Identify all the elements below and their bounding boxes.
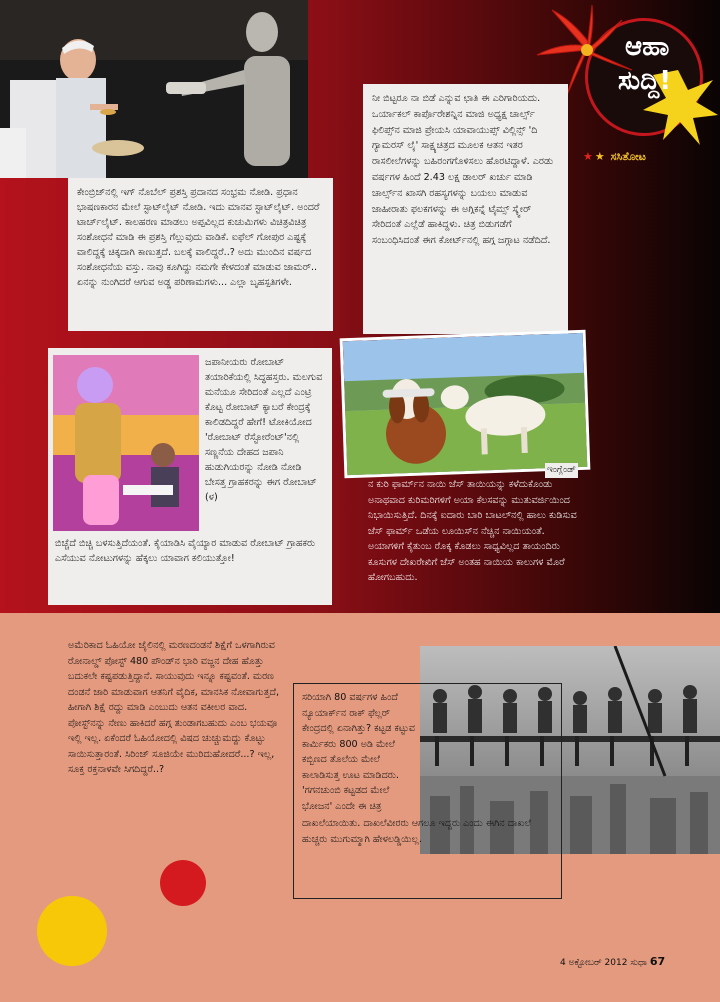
star-icon: ★ xyxy=(594,150,605,163)
ig-nobel-text-box xyxy=(68,178,333,331)
robot-text-continued: ಬಿಚ್ಚೆದೆ ಬಿಚ್ಚಿ ಬಳಸುತ್ತಿದೆಯಂತೆ. ಕೈಯಾಡಿಸಿ ವೈಯ್ಯಾರ ಮಾಡುವ ರೋಬಾಟ್ ಗ್ರಾಹಕರು ಎಸೆಯುವ ನೋಟುಗಳನ್ನು ಹೆಕ್ಕಲು ಯಾವಾಗ ಕಲಿಯುತ್ತೋ! xyxy=(55,538,316,564)
dog-text: ನ ಕುರಿ ಫಾರ್ಮ್‌ನ ನಾಯಿ ಜೆಸ್ ತಾಯಿಯನ್ನು ಕಳೆದುಕೊಂಡು ಅನಾಥವಾದ ಕುರಿಮರಿಗಳಿಗೆ ಅಯಾ ಕೆಲಸವನ್ನು ಮುತುವರ್ಜಿಯಿಂದ ನಿಭಾಯಿಸುತ್ತಿದೆ. ದಿನಕ್ಕೆ ಐದಾರು ಬಾರಿ ಬಾಟಲ್‌ನಲ್ಲಿ ಹಾಲು ಕುಡಿಸುವ ಜೆಸ್ ಫಾರ್ಮ್ ಒಡೆಯ ಲೂಯಿಸ್‌ನ ನೆಚ್ಚಿನ ನಾಯಿಯಂತೆ. ಅಯಾಗಳಿಗೆ ಕೈತುಂಬ ರೊಕ್ಕ ಕೊಡಲು ಸಾಧ್ಯವಿಲ್ಲದ ತಾಯಂದಿರು ಕೂಸುಗಳ ದೇಖರೇಖಿಗೆ ಜೆಸ್ ಅಂತಹ ನಾಯಿಯ ಕಾಲುಗಳ ಮೊರೆ ಹೋಗಬಹುದು. xyxy=(368,479,577,583)
star-icon: ★ xyxy=(583,150,593,163)
dog-feeding-lamb-photo xyxy=(340,330,591,479)
skyscraper-text-continued: ದಾಖಲೆಯಾಯಿತು. ದಾಖಲೆವೀರರು ಆಗಲೂ ಇದ್ದರು ಎಂದು ಈಗಿನ ದಾಖಲೆ ಹುಚ್ಚರು ಮುಗುಮ್ಮಾಗಿ ಹೇಳಲಡ್ಡಿಯಿಲ್ಲ. xyxy=(302,818,531,845)
logo-text-aha: ಆಹಾ xyxy=(625,32,670,62)
ig-nobel-stage-photo xyxy=(0,0,308,178)
logo-text-suddi: ಸುದ್ದಿ! xyxy=(618,66,672,96)
ericsson-text-box xyxy=(363,84,568,334)
dog-location-caption: ಇಂಗ್ಲೆಂಡ್ xyxy=(545,463,578,478)
page-number: 67 xyxy=(649,955,666,968)
skyscraper-text-box xyxy=(293,683,562,899)
issue-date: 4 ಅಕ್ಟೋಬರ್ 2012 xyxy=(560,958,628,968)
author-name: ಸಸಿತೋಟ xyxy=(610,150,646,163)
ohio-text: ಅಮೆರಿಕಾದ ಓಹಿಯೋ ಜೈಲಿನಲ್ಲಿ ಮರಣದಂಡನೆ ಶಿಕ್ಷೆಗೆ ಒಳಗಾಗಿರುವ ರೋನಾಲ್ಡ್ ಪೋಸ್ಟ್ 480 ಪೌಂಡ್‌ನ ಭಾರಿ ವಜ್ಜನ ದೇಹ ಹೊತ್ತು ಬದುಕಲೇ ಕಷ್ಟಪಡುತ್ತಿದ್ದಾನೆ. ಸಾಯುವುದು ಇನ್ನೂ ಕಷ್ಟವಂತೆ. ಮರಣ ದಂಡನೆ ಜಾರಿ ಮಾಡುವಾಗ ಆತನಿಗೆ ವೈದಿಕ, ಮಾನಸಿಕ ನೋವಾಗುತ್ತದೆ, ಹೀಗಾಗಿ ಶಿಕ್ಷೆ ರದ್ದು ಮಾಡಿ ಎಂಬುದು ಆತನ ವಕೀಲರ ವಾದ. ಪೋಸ್ಟ್‌ನನ್ನು ನೇಣು ಹಾಕಿದರೆ ಹಗ್ಗ ತುಂಡಾಗಬಹುದು ಎಂಬ ಭಯವೂ ಇಲ್ಲಿ ಇಲ್ಲ. ಏಕೆಂದರೆ ಓಹಿಯೋದಲ್ಲಿ ವಿಷದ ಚುಚ್ಚುಮದ್ದು ಕೊಟ್ಟು ಸಾಯಿಸುತ್ತಾರಂತೆ. ಸಿರಿಂಜ್ ಸೂಜಿಯೇ ಮುರಿದುಹೋದರೆ...? ಇಲ್ಲ, ಸೂಕ್ತ ರಕ್ತನಾಳವೇ ಸಿಗದಿದ್ದರೆ..? xyxy=(68,640,280,775)
author-byline xyxy=(583,150,646,164)
page-footer xyxy=(560,955,665,968)
magazine-name: ಸುಧಾ xyxy=(630,958,647,968)
robot-text: ಜಪಾನೀಯರು ರೋಬಾಟ್ ತಯಾರಿಕೆಯಲ್ಲಿ ಸಿದ್ಧಹಸ್ತರು. ಮಲಗುವ ಮನೆಯೂ ಸೇರಿದಂತೆ ಎಲ್ಲದೆ ಎಂಟ್ರಿ ಕೊಟ್ಟ ರೋಬಾಟ್ ಕ್ಯಾಬರೆ ಕೇಂದ್ರಕ್ಕೆ ಕಾಲಿಡದಿದ್ದರೆ ಹೇಗೆ! ಟೋಕಿಯೋದ 'ರೋಬಾಟ್ ರೆಸ್ಟೋರೆಂಟ್'ನಲ್ಲಿ ಸಣ್ಣನೆಯ ದೇಹದ ಜಪಾನಿ ಹುಡುಗಿಯರನ್ನು ನೋಡಿ ನೋಡಿ ಬೇಸತ್ತ ಗ್ರಾಹಕರನ್ನು ಈಗ ರೋಬಾಟ್ (ಳ) xyxy=(205,357,323,503)
skyscraper-text: ಸರಿಯಾಗಿ 80 ವರ್ಷಗಳ ಹಿಂದೆ ನ್ಯೂಯಾರ್ಕ್‌ನ ರಾಕ್ ಫೆಲ್ಲರ್ ಕೇಂದ್ರದಲ್ಲಿ ಏನಾಗಿತ್ತು? ಕಟ್ಟಡ ಕಟ್ಟುವ ಕಾರ್ಮಿಕರು 800 ಅಡಿ ಮೇಲೆ ಕಬ್ಬಿಣದ ತೊಲೆಯ ಮೇಲೆ ಕಾಲಾಡಿಸುತ್ತ ಊಟ ಮಾಡಿದರು. 'ಗಗನಚುಂಬಿ ಕಟ್ಟಡದ ಮೇಲೆ ಭೋಜನ' ಎಂದೇ ಈ ಚಿತ್ರ xyxy=(302,692,415,812)
robot-text-box xyxy=(48,348,332,605)
ericsson-text: ನೀ ಬಿಟ್ಟರೂ ನಾ ಬಿಡೆ ಎನ್ನುವ ಛಾತಿ ಈ ಎರಿಗಾರಿಯದು. ಒರ್ಯಾಕಲ್ ಕಾರ್ಪೊರೇಶನ್ನಿನ ಮಾಜಿ ಅಧ್ಯಕ್ಷ ಚಾರ್ಲ್ಸ್ ಫಿಲಿಪ್ಸ್‌ನ ಮಾಜಿ ಪ್ರೇಯಸಿ ಯಾವಾಯುಪ್ಸ್ ವಿಲ್ಲಿನ್ಸ್ 'ದಿ ಗ್ಯಾಮರಸ್ ಲೈ' ಸಾಕ್ಷ್ಯಚಿತ್ರದ ಮೂಲಕ ಆತನ ಇತರ ರಾಸಲೀಲೆಗಳನ್ನು ಬಹಿರಂಗಗೊಳಿಸಲು ಹೊರಟಿದ್ದಾಳೆ. ಎರಡು ವರ್ಷಗಳ ಹಿಂದೆ 2.43 ಲಕ್ಷ ಡಾಲರ್ ಖರ್ಚು ಮಾಡಿ ಚಾರ್ಲ್ಸ್‌ನ ಖಾಸಗಿ ರಹಸ್ಯಗಳನ್ನು ಬಯಲು ಮಾಡುವ ಜಾಹೀರಾತು ಫಲಕಗಳನ್ನು ಈ ಅಗ್ಗಿಕನ್ನೆ ಟೈಮ್ಸ್ ಸ್ಕ್ವೇರ್ ಸೇರಿದಂತೆ ಎಲ್ಲೆಡೆ ಹಾಕಿದ್ದಳು. ಚಿತ್ರ ಬಿಡುಗಡೆಗೆ ಸಂಬಂಧಿಸಿದಂತೆ ಈಗ ಕೋರ್ಟ್‌ನಲ್ಲಿ ಹಗ್ಗ ಜಗ್ಗಾಟ ನಡೆದಿದೆ. xyxy=(372,93,554,247)
robot-bar-photo xyxy=(53,355,199,531)
red-circle-decoration xyxy=(160,860,206,906)
yellow-circle-decoration xyxy=(37,896,107,966)
ig-nobel-text: ಕೇಂಬ್ರಿಜ್‌ನಲ್ಲಿ ಇಗ್ ನೊಬೆಲ್ ಪ್ರಶಸ್ತಿ ಪ್ರದಾನದ ಸಂಭ್ರಮ ನೋಡಿ. ಪ್ರಧಾನ ಭಾಷಣಕಾರನ ಮೇಲೆ ಸ್ಟಾಟ್‌ಲೈಟ್ ನೋಡಿ. ಇದು ಮಾನವ ಸ್ಟಾಟ್‌ಲೈಟ್. ಅಂದರೆ ಟಾರ್ಚ್‌ಲೈಟ್. ಕಾಲಹರಣ ಮಾಡಲು ಅಪ್ಪವಿಲ್ಲದ ಕುಚುಮಿಗಳು ವಿಚಿತ್ರವಿಚಿತ್ರ ಸಂಶೋಧನೆ ಮಾಡಿ ಈ ಪ್ರಶಸ್ತಿ ಗೆಲ್ಲುವುದು ವಾಡಿಕೆ. ಐಫೆಲ್ ಗೋಪುರ ಎಷ್ಟಕ್ಕೆ ವಾಲಿದ್ದಕ್ಕೆ ಚಿಕ್ಕದಾಗಿ ಕಾಣುತ್ತದೆ. ಬಲಕ್ಕೆ ವಾಲಿದ್ದರೆ..? ಅದು ಮುಂದಿನ ವರ್ಷದ ಸಂಶೋಧನೆಯ ವಸ್ತು. ನಾವು ಕೂಗಿದ್ದು ನಮಗೇ ಕೇಳದಂತೆ ಮಾಡುವ ಜಾಮರ್.. ಏನನ್ನು ನುಂಗಿದರೆ ಆಗುವ ಅಡ್ಡ ಪರಿಣಾಮಗಳು... ಎಲ್ಲಾ ಬೃಹಸ್ಪತಿಗಳೇ. xyxy=(77,187,320,288)
